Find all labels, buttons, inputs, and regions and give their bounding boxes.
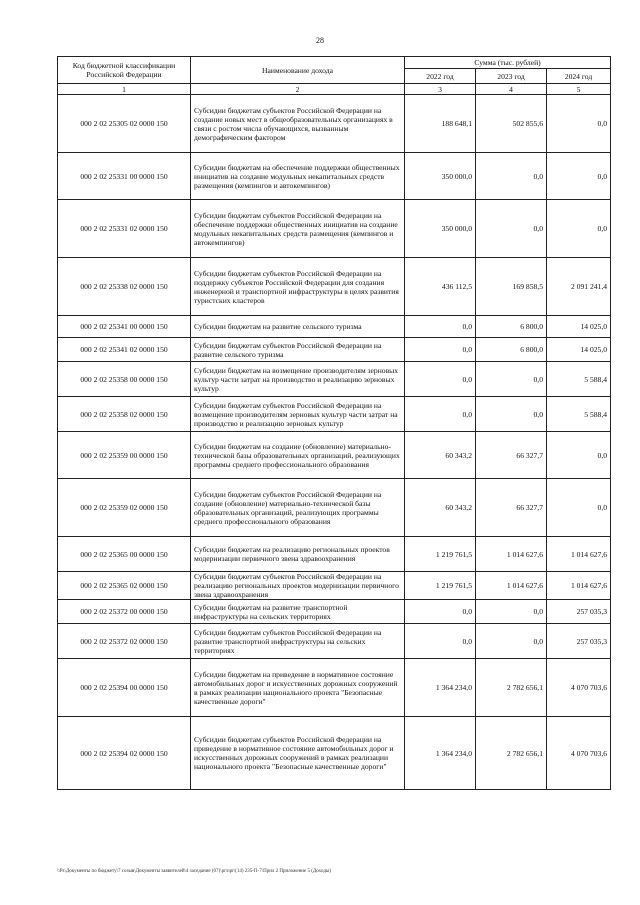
value-2022-cell: 188 648,1: [405, 95, 476, 153]
table-row: [58, 659, 611, 717]
header-year-2024: 2024 год: [547, 69, 611, 84]
code-cell: 000 2 02 25365 02 0000 150: [58, 572, 191, 600]
header-name: Наименование дохода: [191, 57, 405, 84]
value-2024-cell: 2 091 241,4: [547, 258, 611, 316]
value-2024-cell: 4 070 703,6: [547, 717, 611, 790]
value-2022-cell: 1 364 234,0: [405, 717, 476, 790]
value-2023-cell: 0,0: [476, 397, 547, 432]
value-2022-cell: 0,0: [405, 316, 476, 338]
name-cell: Субсидии бюджетам на развитие транспортной инфраструктуры на сельских территориях: [191, 600, 405, 624]
table-row: [58, 717, 611, 790]
value-2022-cell: 350 000,0: [405, 200, 476, 258]
value-2022-cell: 1 219 761,5: [405, 572, 476, 600]
code-cell: 000 2 02 25359 00 0000 150: [58, 432, 191, 479]
code-cell: 000 2 02 25305 02 0000 150: [58, 95, 191, 153]
header-sum: Сумма (тыс. рублей): [405, 57, 611, 69]
value-2022-cell: 0,0: [405, 338, 476, 362]
col-num-1: 1: [58, 84, 191, 95]
code-cell: 000 2 02 25338 02 0000 150: [58, 258, 191, 316]
column-number-row: [58, 84, 611, 95]
name-cell: Субсидии бюджетам на создание (обновление) материально-технической базы образовательных организаций, реализующих программы среднего профессионального образования: [191, 432, 405, 479]
name-cell: Субсидии бюджетам на реализацию региональных проектов модернизации первичного звена здравоохранения: [191, 537, 405, 572]
col-num-5: 5: [547, 84, 611, 95]
name-cell: Субсидии бюджетам субъектов Российской Федерации на реализацию региональных проектов модернизации первичного звена здравоохранения: [191, 572, 405, 600]
code-cell: 000 2 02 25341 00 0000 150: [58, 316, 191, 338]
table-body: [58, 95, 611, 790]
code-cell: 000 2 02 25358 02 0000 150: [58, 397, 191, 432]
value-2022-cell: 436 112,5: [405, 258, 476, 316]
value-2024-cell: 0,0: [547, 479, 611, 537]
value-2024-cell: 4 070 703,6: [547, 659, 611, 717]
header-year-2022: 2022 год: [405, 69, 476, 84]
code-cell: 000 2 02 25372 02 0000 150: [58, 624, 191, 659]
name-cell: Субсидии бюджетам субъектов Российской Федерации на возмещение производителям зерновых культур части затрат на производство и реализацию зерновых культур: [191, 397, 405, 432]
header-year-2023: 2023 год: [476, 69, 547, 84]
table-row: [58, 338, 611, 362]
name-cell: Субсидии бюджетам на обеспечение поддержки общественных инициатив на создание модульных некапитальных средств размещения (кемпингов и автокемпингов): [191, 153, 405, 200]
value-2023-cell: 1 014 627,6: [476, 537, 547, 572]
table-row: [58, 362, 611, 397]
col-num-4: 4: [476, 84, 547, 95]
value-2023-cell: 1 014 627,6: [476, 572, 547, 600]
page-number: 28: [316, 36, 324, 45]
value-2022-cell: 0,0: [405, 624, 476, 659]
value-2023-cell: 66 327,7: [476, 479, 547, 537]
table-row: [58, 153, 611, 200]
value-2024-cell: 0,0: [547, 200, 611, 258]
value-2024-cell: 5 588,4: [547, 362, 611, 397]
code-cell: 000 2 02 25341 02 0000 150: [58, 338, 191, 362]
value-2024-cell: 5 588,4: [547, 397, 611, 432]
code-cell: 000 2 02 25372 00 0000 150: [58, 600, 191, 624]
table-row: [58, 200, 611, 258]
value-2022-cell: 0,0: [405, 600, 476, 624]
table-row: [58, 572, 611, 600]
value-2023-cell: 169 858,5: [476, 258, 547, 316]
value-2023-cell: 66 327,7: [476, 432, 547, 479]
value-2022-cell: 1 364 234,0: [405, 659, 476, 717]
value-2022-cell: 0,0: [405, 397, 476, 432]
value-2024-cell: 1 014 627,6: [547, 537, 611, 572]
col-num-3: 3: [405, 84, 476, 95]
table-row: [58, 316, 611, 338]
budget-table: [57, 56, 611, 790]
value-2022-cell: 60 343,2: [405, 432, 476, 479]
name-cell: Субсидии бюджетам на развитие сельского туризма: [191, 316, 405, 338]
table-row: [58, 624, 611, 659]
value-2024-cell: 0,0: [547, 95, 611, 153]
value-2023-cell: 0,0: [476, 153, 547, 200]
name-cell: Субсидии бюджетам на приведение в нормативное состояние автомобильных дорог и искусственных дорожных сооружений в рамках реализации национального проекта "Безопасные качественные дороги": [191, 659, 405, 717]
value-2023-cell: 502 855,6: [476, 95, 547, 153]
value-2023-cell: 0,0: [476, 624, 547, 659]
table-row: [58, 432, 611, 479]
table-row: [58, 479, 611, 537]
header-row: [58, 57, 611, 69]
code-cell: 000 2 02 25331 02 0000 150: [58, 200, 191, 258]
value-2024-cell: 257 035,3: [547, 600, 611, 624]
value-2024-cell: 0,0: [547, 153, 611, 200]
value-2024-cell: 14 025,0: [547, 316, 611, 338]
name-cell: Субсидии бюджетам субъектов Российской Федерации на создание (обновление) материально-технической базы образовательных организаций, реализующих программы среднего профессионального образования: [191, 479, 405, 537]
name-cell: Субсидии бюджетам субъектов Российской Федерации на развитие сельского туризма: [191, 338, 405, 362]
value-2024-cell: 257 035,3: [547, 624, 611, 659]
table-row: [58, 397, 611, 432]
value-2022-cell: 1 219 761,5: [405, 537, 476, 572]
name-cell: Субсидии бюджетам субъектов Российской Федерации на развитие транспортной инфраструктуры на сельских территориях: [191, 624, 405, 659]
header-code: Код бюджетной классификации Российской Федерации: [58, 57, 191, 84]
value-2023-cell: 6 800,0: [476, 338, 547, 362]
table-row: [58, 95, 611, 153]
value-2023-cell: 6 800,0: [476, 316, 547, 338]
value-2023-cell: 2 782 656,1: [476, 659, 547, 717]
value-2023-cell: 0,0: [476, 200, 547, 258]
code-cell: 000 2 02 25394 02 0000 150: [58, 717, 191, 790]
value-2023-cell: 2 782 656,1: [476, 717, 547, 790]
value-2022-cell: 350 000,0: [405, 153, 476, 200]
value-2022-cell: 60 343,2: [405, 479, 476, 537]
col-num-2: 2: [191, 84, 405, 95]
code-cell: 000 2 02 25394 00 0000 150: [58, 659, 191, 717]
value-2024-cell: 14 025,0: [547, 338, 611, 362]
name-cell: Субсидии бюджетам субъектов Российской Федерации на обеспечение поддержки общественных инициатив на создание модульных некапитальных средств размещения (кемпингов и автокемпингов): [191, 200, 405, 258]
name-cell: Субсидии бюджетам на возмещение производителям зерновых культур части затрат на производство и реализацию зерновых культур: [191, 362, 405, 397]
value-2024-cell: 1 014 627,6: [547, 572, 611, 600]
file-path-footer: \\Ps\Документы по бюджету\7 созыв\Документы заявителей\4 заседание (07)\pr\npr\(14) 235-П-7\Прил 2 Приложение 5 (Доходы): [57, 869, 331, 874]
name-cell: Субсидии бюджетам субъектов Российской Федерации на поддержку субъектов Российской Федерации для создания инженерной и транспортной инфраструктуры в целях развития туристских кластеров: [191, 258, 405, 316]
table-row: [58, 537, 611, 572]
name-cell: Субсидии бюджетам субъектов Российской Федерации на приведение в нормативное состояние автомобильных дорог и искусственных дорожных сооружений в рамках реализации национального проекта "Безопасные качественные дороги": [191, 717, 405, 790]
code-cell: 000 2 02 25365 00 0000 150: [58, 537, 191, 572]
code-cell: 000 2 02 25358 00 0000 150: [58, 362, 191, 397]
value-2022-cell: 0,0: [405, 362, 476, 397]
code-cell: 000 2 02 25359 02 0000 150: [58, 479, 191, 537]
name-cell: Субсидии бюджетам субъектов Российской Федерации на создание новых мест в общеобразовательных организациях в связи с ростом числа обучающихся, вызванным демографическим фактором: [191, 95, 405, 153]
table-row: [58, 258, 611, 316]
code-cell: 000 2 02 25331 00 0000 150: [58, 153, 191, 200]
value-2024-cell: 0,0: [547, 432, 611, 479]
table-row: [58, 600, 611, 624]
value-2023-cell: 0,0: [476, 600, 547, 624]
value-2023-cell: 0,0: [476, 362, 547, 397]
